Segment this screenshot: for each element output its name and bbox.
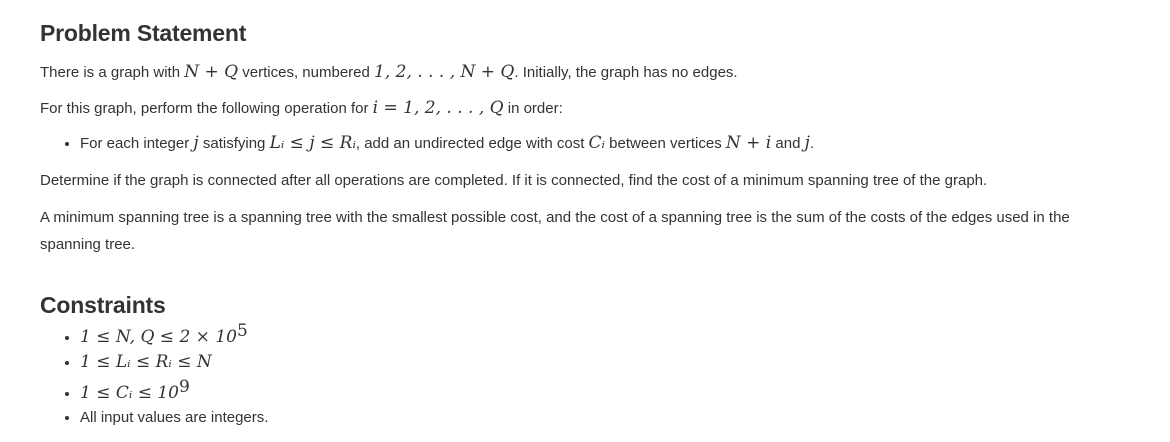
problem-statement-heading: Problem Statement [40,20,247,46]
op-text-mid3: between vertices [604,135,726,152]
p1-math-numbering: 1, 2, . . . , N + Q [374,62,515,82]
op-text-mid4: and [771,135,805,152]
p1-text-mid: vertices, numbered [238,64,375,81]
constraint-integers: All input values are integers. [80,409,269,426]
constraint-item [80,406,1130,430]
op-math-cost: Cᵢ [588,133,605,153]
op-text-mid2: , add an undirected edge with cost [355,135,589,152]
p1-text-pre: There is a graph with [40,64,185,81]
constraint-c-exponent: 9 [178,377,190,397]
operation-list [40,130,1130,157]
p2-text-post: in order: [503,100,563,117]
p2-math-range: i = 1, 2, . . . , Q [372,98,504,118]
op-math-vertex: N + i [725,133,772,153]
op-math-j2: j [804,133,810,153]
constraints-list [40,319,1130,430]
mst-definition-paragraph: A minimum spanning tree is a spanning tree with the smallest possible cost, and the cost of a spanning tree is the sum of the costs of the edges used in the spanning tree. [40,209,1070,253]
constraint-c: 1 ≤ Cᵢ ≤ 10 [80,383,179,403]
graph-description-paragraph [40,59,1130,86]
op-text-post: . [809,135,815,152]
constraint-item [80,350,1130,375]
operation-list-item [80,130,1130,157]
constraint-n-q: 1 ≤ N, Q ≤ 2 × 10 [80,327,237,347]
op-text-pre: For each integer [80,135,194,152]
op-math-range: Lᵢ ≤ j ≤ Rᵢ [269,133,356,153]
p2-text-pre: For this graph, perform the following operation for [40,100,373,117]
constraint-item [80,375,1130,406]
constraint-l-r: 1 ≤ Lᵢ ≤ Rᵢ ≤ N [80,352,212,372]
op-math-j: j [193,133,199,153]
p1-text-post: . Initially, the graph has no edges. [514,64,738,81]
constraint-item [80,319,1130,350]
constraints-heading: Constraints [40,292,166,318]
connectivity-question-paragraph: Determine if the graph is connected after all operations are completed. If it is connected, find the cost of a minimum spanning tree of the graph. [40,172,988,189]
operation-intro-paragraph [40,95,1130,122]
constraint-n-q-exponent: 5 [236,321,248,341]
p1-math-vertex-count: N + Q [184,62,239,82]
op-text-mid1: satisfying [198,135,270,152]
